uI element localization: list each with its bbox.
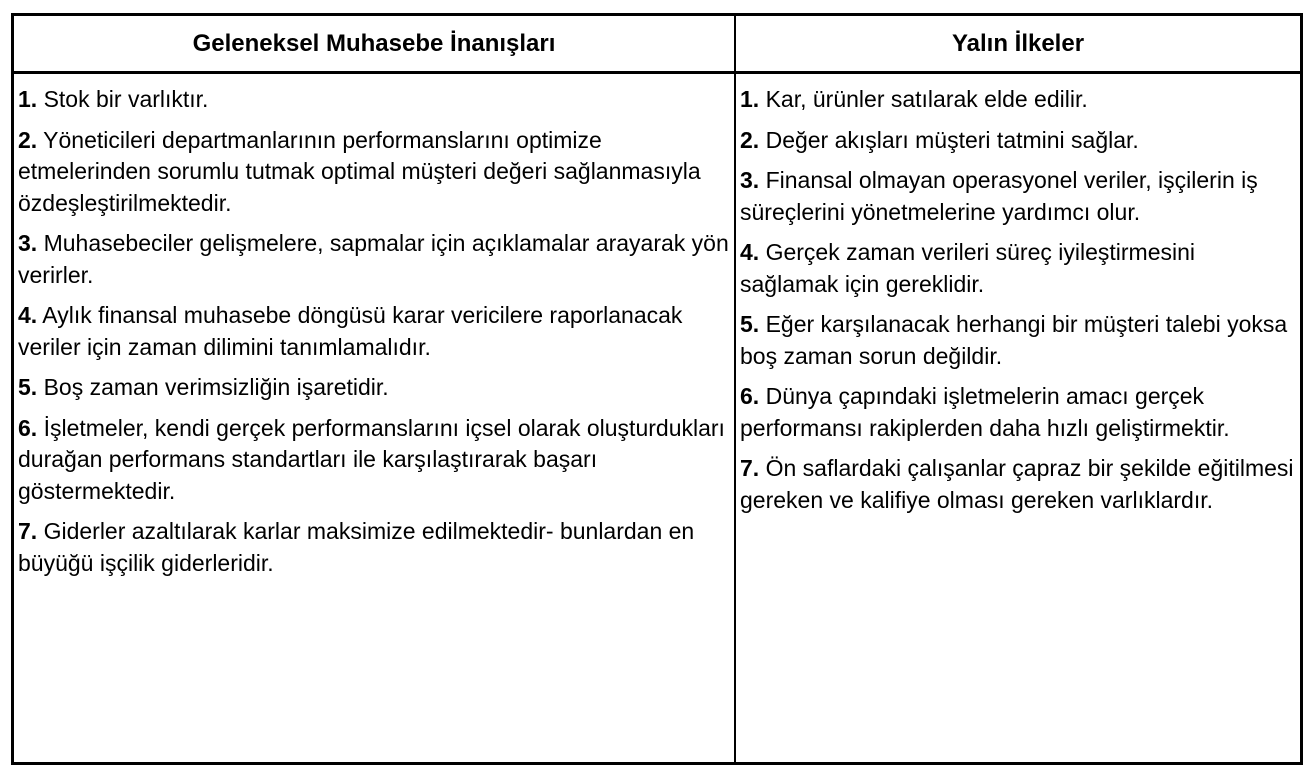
list-item: [18, 372, 730, 404]
header-traditional-accounting: Geleneksel Muhasebe İnanışları: [14, 16, 736, 71]
item-number: 6.: [18, 414, 38, 441]
list-item: [740, 453, 1296, 516]
item-text: Yöneticileri departmanlarının performanslarını optimize etmelerinden sorumlu tutmak optimal müşteri değeri sağlanmasıyla özdeşleştirilmektedir.: [18, 126, 701, 216]
item-number: 3.: [18, 230, 38, 256]
list-item: [740, 237, 1296, 300]
item-number: 3.: [740, 167, 760, 193]
list-item: [740, 165, 1296, 228]
item-number: 6.: [740, 383, 760, 409]
list-item: [18, 84, 730, 116]
table-header-row: [14, 16, 1300, 74]
header-lean-principles: Yalın İlkeler: [951, 29, 1085, 57]
list-item: [18, 300, 730, 363]
list-item: [740, 381, 1296, 444]
item-text: İşletmeler, kendi gerçek performanslarını içsel olarak oluşturdukları durağan performans standartları ile karşılaştırarak başarı göstermektedir.: [18, 414, 725, 504]
table-body-row: [14, 74, 1300, 762]
item-text: Giderler azaltılarak karlar maksimize edilmektedir- bunlardan en büyüğü işçilik giderleridir.: [18, 518, 695, 576]
item-number: 4.: [18, 302, 38, 328]
lean-principles-column: [736, 74, 1300, 762]
item-text: Gerçek zaman verileri süreç iyileştirmesini sağlamak için gereklidir.: [740, 239, 1196, 297]
item-text: Finansal olmayan operasyonel veriler, işçilerin iş süreçlerini yönetmelerine yardımcı olur.: [740, 167, 1258, 225]
item-number: 1.: [740, 86, 760, 112]
item-number: 5.: [740, 311, 760, 337]
list-item: [740, 84, 1296, 116]
list-item: [18, 228, 730, 291]
item-text: Eğer karşılanacak herhangi bir müşteri talebi yoksa boş zaman sorun değildir.: [740, 311, 1288, 369]
list-item: [740, 309, 1296, 372]
item-number: 7.: [740, 455, 760, 481]
item-number: 1.: [18, 86, 38, 112]
item-text: Stok bir varlıktır.: [37, 86, 209, 112]
item-number: 2.: [740, 126, 760, 153]
list-item: [18, 125, 730, 220]
comparison-table: [11, 13, 1303, 765]
item-number: 7.: [18, 518, 38, 544]
list-item: [740, 125, 1296, 157]
list-item: [18, 516, 730, 579]
traditional-beliefs-column: [14, 74, 736, 762]
item-text: Dünya çapındaki işletmelerin amacı gerçek performansı rakiplerden daha hızlı geliştirmektir.: [740, 383, 1230, 441]
list-item: [18, 413, 730, 508]
item-text: Değer akışları müşteri tatmini sağlar.: [759, 126, 1139, 153]
item-number: 2.: [18, 126, 38, 153]
item-text: Aylık finansal muhasebe döngüsü karar vericilere raporlanacak veriler için zaman dilimini tanımlamalıdır.: [18, 302, 683, 360]
item-number: 4.: [740, 239, 760, 265]
item-number: 5.: [18, 374, 38, 400]
item-text: Ön saflardaki çalışanlar çapraz bir şekilde eğitilmesi gereken ve kalifiye olması gereken varlıklardır.: [740, 455, 1294, 513]
item-text: Muhasebeciler gelişmelere, sapmalar için açıklamalar arayarak yön verirler.: [18, 230, 729, 288]
item-text: Boş zaman verimsizliğin işaretidir.: [37, 374, 389, 400]
item-text: Kar, ürünler satılarak elde edilir.: [759, 86, 1088, 112]
